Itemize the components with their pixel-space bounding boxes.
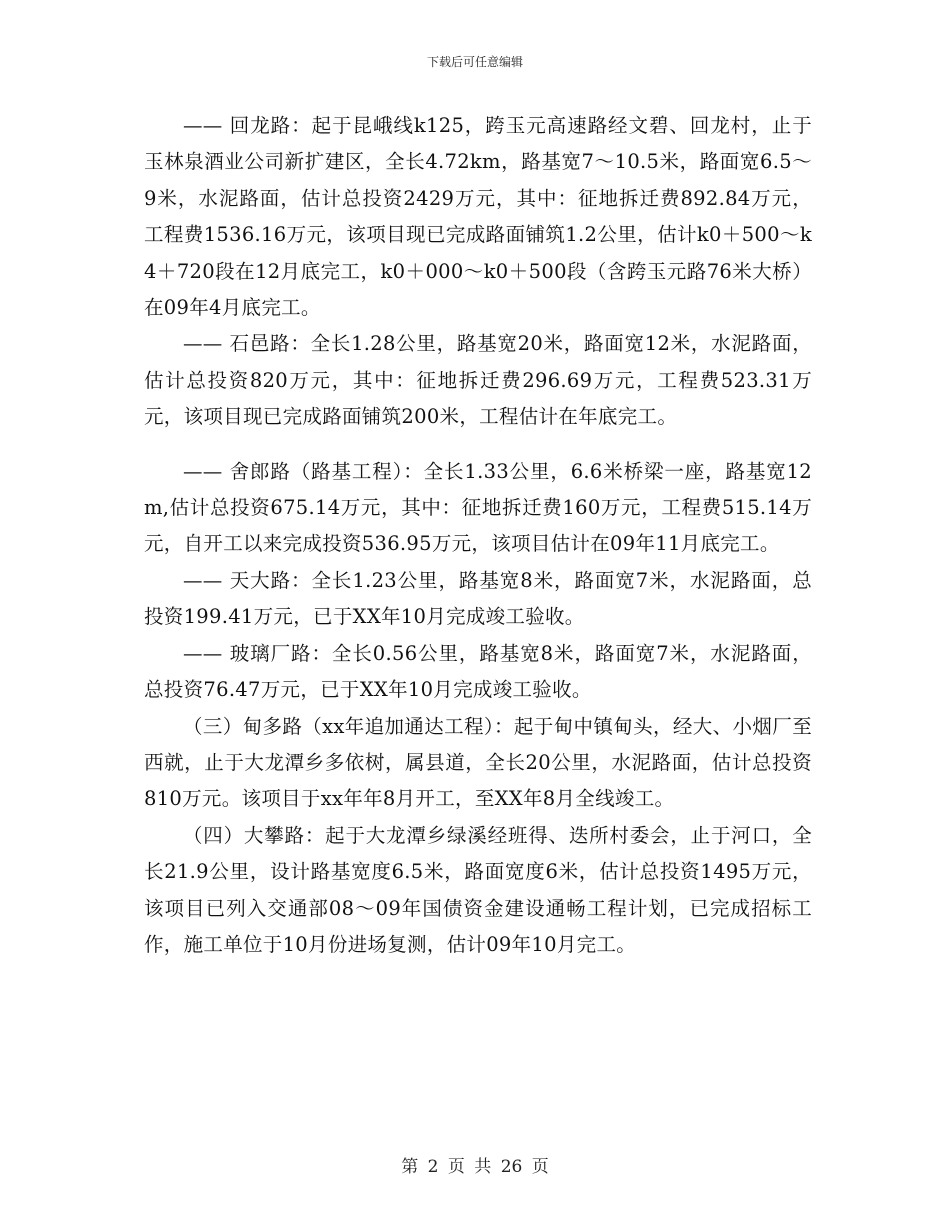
page-number: 第 2 页 共 26 页 [401, 1157, 549, 1177]
paragraph-dianduo-road: （三）甸多路（xx年追加通达工程）：起于甸中镇甸头，经大、小烟厂至西就，止于大龙潭乡多依树，属县道，全长20公里，水泥路面，估计总投资810万元。该项目于xx年年8月开工，至XX年8月全线竣工。 [144, 714, 812, 811]
paragraph-dapan-road: （四）大攀路：起于大龙潭乡绿溪经班得、迭所村委会，止于河口，全长21.9公里，设计路基宽度6.5米，路面宽度6米，估计总投资1495万元，该项目已列入交通部08～09年国债资金建设通畅工程计划，已完成招标工作，施工单位于10月份进场复测，估计09年10月完工。 [144, 823, 812, 956]
paragraph-huilong-road: —— 回龙路：起于昆峨线k125，跨玉元高速路经文碧、回龙村，止于玉林泉酒业公司新扩建区，全长4.72km，路基宽7～10.5米，路面宽6.5～9米，水泥路面，估计总投资2429万元，其中：征地拆迁费892.84万元，工程费1536.16万元，该项目现已完成路面铺筑1.2公里，估计k0＋500～k4＋720段在12月底完工，k0＋000～k0＋500段（含跨玉元路76米大桥）在09年4月底完工。 [144, 114, 812, 320]
page-header: 下载后可任意编辑 [426, 55, 523, 69]
document-body [144, 108, 812, 963]
paragraph-tianda-road: —— 天大路：全长1.23公里，路基宽8米，路面宽7米，水泥路面，总投资199.41万元，已于XX年10月完成竣工验收。 [144, 568, 812, 629]
paragraph-shiyi-road: —— 石邑路：全长1.28公里，路基宽20米，路面宽12米，水泥路面，估计总投资820万元，其中：征地拆迁费296.69万元，工程费523.31万元，该项目现已完成路面铺筑200米，工程估计在年底完工。 [144, 332, 812, 429]
paragraph-glass-factory-road: —— 玻璃厂路：全长0.56公里，路基宽8米，路面宽7米，水泥路面，总投资76.47万元，已于XX年10月完成竣工验收。 [144, 641, 812, 702]
paragraph-shelang-road: —— 舍郎路（路基工程）：全长1.33公里，6.6米桥梁一座，路基宽12m,估计总投资675.14万元，其中：征地拆迁费160万元，工程费515.14万元，自开工以来完成投资536.95万元，该项目估计在09年11月底完工。 [144, 459, 812, 556]
